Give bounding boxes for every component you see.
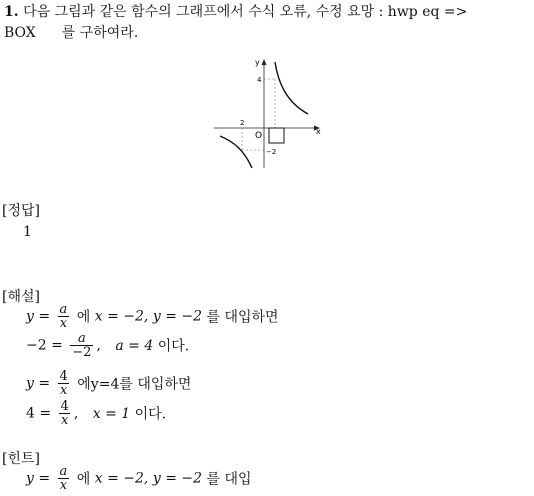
expl2-num: a (77, 331, 86, 346)
expl2-fraction (70, 332, 93, 359)
expl4-fraction (59, 400, 71, 427)
expl1-text-a: 에 (76, 309, 91, 326)
expl1-text-b: 를 대입하면 (206, 309, 279, 326)
hint1-text-b: 를 대입 (206, 471, 252, 488)
expl4-lhs: 4 = (26, 405, 52, 422)
expl3-den: x (60, 383, 68, 398)
expl3-text: 에y=4를 대입하면 (77, 376, 192, 393)
answer-value: 1 (23, 224, 32, 240)
answer-box (269, 128, 284, 143)
explanation-line-1 (26, 302, 279, 331)
curve-quadrant-1 (275, 62, 308, 114)
expl3-lhs: y = (26, 375, 51, 392)
expl4-result: x = 1 (92, 405, 131, 422)
function-graph (212, 56, 324, 174)
hint1-den: x (59, 478, 68, 493)
expl1-cond2: y = −2 (152, 308, 203, 325)
expl4-sep: , (73, 405, 79, 422)
expl1-den: x (59, 316, 68, 331)
tick-label-neg2: −2 (266, 148, 277, 156)
tick-label-4: 4 (257, 76, 262, 84)
question-text-1: 다음 그림과 같은 함수의 그래프에서 수식 오류, 수정 요망 : hwp eq => (23, 4, 468, 20)
expl3-num: 4 (59, 369, 68, 384)
y-axis-arrow (262, 59, 267, 65)
expl2-sep: , (96, 337, 101, 354)
expl4-den: x (61, 413, 69, 428)
curve-quadrant-3 (220, 136, 252, 168)
tick-label-2: 2 (240, 119, 245, 127)
explanation-line-4 (26, 399, 167, 428)
question-text-2: 를 구하여라. (61, 25, 139, 41)
expl2-den: −2 (72, 345, 92, 360)
hint1-fraction (58, 465, 70, 492)
y-axis-label: y (255, 58, 260, 67)
expl4-num: 4 (60, 399, 69, 414)
hint1-text-a: 에 (76, 471, 91, 488)
hint1-cond2: y = −2 (152, 470, 203, 487)
origin-label: O (255, 131, 263, 141)
hint1-cond1: x = −2, (94, 470, 149, 487)
hint-header: [힌트] (2, 451, 40, 467)
question-line-1 (4, 2, 530, 23)
expl2-lhs: −2 = (26, 337, 63, 354)
expl3-fraction (58, 370, 70, 397)
expl4-tail: 이다. (134, 406, 167, 423)
hint-line-1 (26, 464, 252, 493)
answer-header: [정답] (2, 203, 40, 219)
explanation-header: [해설] (2, 289, 40, 305)
question-line-2 (4, 23, 138, 44)
expl2-tail: 이다. (157, 338, 190, 355)
question-box-word: BOX (4, 25, 36, 41)
x-axis-label: x (316, 127, 321, 136)
explanation-line-3 (26, 369, 192, 398)
hint1-lhs: y = (26, 470, 51, 487)
expl1-fraction (58, 303, 70, 330)
expl2-result: a = 4 (115, 337, 154, 354)
expl1-num: a (59, 302, 68, 317)
expl1-cond1: x = −2, (94, 308, 149, 325)
expl1-lhs: y = (26, 308, 51, 325)
explanation-line-2 (26, 331, 190, 360)
question-number: 1. (4, 4, 19, 20)
hint1-num: a (59, 464, 68, 479)
